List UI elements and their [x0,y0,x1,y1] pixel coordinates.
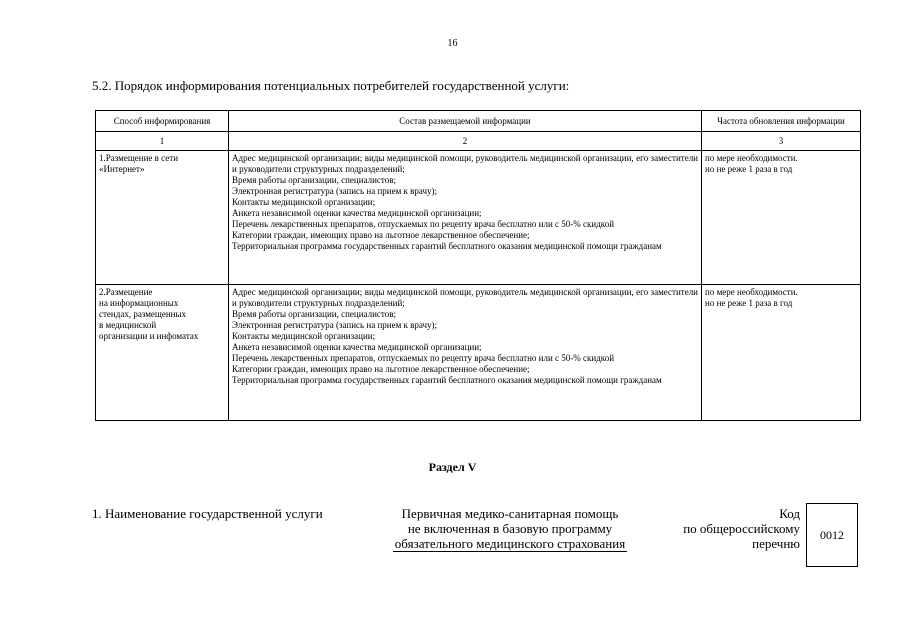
content-line: Электронная регистратура (запись на прием к врачу); [232,186,438,196]
informing-table [95,110,861,421]
frequency-line: но не реже 1 раза в год [705,298,793,308]
service-name-line: обязательного медицинского страхования [394,536,626,551]
service-name-line: Первичная медико-санитарная помощь [401,506,619,521]
content-line: Время работы организации, специалистов; [232,175,396,185]
content-line: Электронная регистратура (запись на прием к врачу); [232,320,438,330]
column-number: 3 [702,132,861,151]
column-number: 2 [229,132,702,151]
frequency-line: но не реже 1 раза в год [705,164,793,174]
method-cell [96,151,229,285]
header-frequency: Частота обновления информации [702,111,861,132]
section-heading: 5.2. Порядок информирования потенциальных потребителей государственной услуги: [92,78,570,93]
service-name-label: 1. Наименование государственной услуги [92,506,323,521]
content-line: Территориальная программа государственных гарантий бесплатного оказания медицинской помощи гражданам [232,241,662,251]
method-cell [96,285,229,421]
content-line: Анкета независимой оценки качества медицинской организации; [232,342,482,352]
header-content: Состав размещаемой информации [229,111,702,132]
frequency-line: по мере необходимости. [705,153,798,163]
content-line: Анкета независимой оценки качества медицинской организации; [232,208,482,218]
service-name-line: не включенная в базовую программу [407,521,613,536]
code-label-line: перечню [752,536,800,551]
table-header-row [96,111,861,132]
page-number: 16 [447,38,458,49]
table-row [96,151,861,285]
frequency-cell [702,285,861,421]
service-name-value [365,506,655,552]
content-line: Категории граждан, имеющих право на льготное лекарственное обеспечение; [232,364,530,374]
razdel-title: Раздел V [428,460,477,474]
method-line: 1.Размещение в сети [99,153,179,163]
frequency-cell [702,151,861,285]
column-numbers-row [96,132,861,151]
content-line: Контакты медицинской организации; [232,197,376,207]
method-line: на информационных [99,298,179,308]
frequency-line: по мере необходимости. [705,287,798,297]
code-label [640,506,800,551]
content-line: Контакты медицинской организации; [232,331,376,341]
method-line: организации и инфоматах [99,331,199,341]
table-row [96,285,861,421]
content-line: Категории граждан, имеющих право на льготное лекарственное обеспечение; [232,230,530,240]
code-value: 0012 [820,527,844,542]
content-line: Адрес медицинской организации; виды медицинской помощи, руководитель медицинской организации, его заместители и руководители структурных подразделений; [232,287,698,308]
content-cell [229,151,702,285]
code-box [806,503,858,567]
method-line: стендах, размещенных [99,309,187,319]
content-line: Перечень лекарственных препаратов, отпускаемых по рецепту врача бесплатно или с 50-% скидкой [232,353,615,363]
method-line: 2.Размещение [99,287,153,297]
code-label-line: по общероссийскому [683,521,800,536]
content-line: Адрес медицинской организации; виды медицинской помощи, руководитель медицинской организации, его заместители и руководители структурных подразделений; [232,153,698,174]
code-label-line: Код [779,506,800,521]
content-cell [229,285,702,421]
column-number: 1 [96,132,229,151]
method-line: «Интернет» [99,164,145,174]
content-line: Время работы организации, специалистов; [232,309,396,319]
content-line: Территориальная программа государственных гарантий бесплатного оказания медицинской помощи гражданам [232,375,662,385]
method-line: в медицинской [99,320,157,330]
header-method: Способ информирования [96,111,229,132]
content-line: Перечень лекарственных препаратов, отпускаемых по рецепту врача бесплатно или с 50-% скидкой [232,219,615,229]
